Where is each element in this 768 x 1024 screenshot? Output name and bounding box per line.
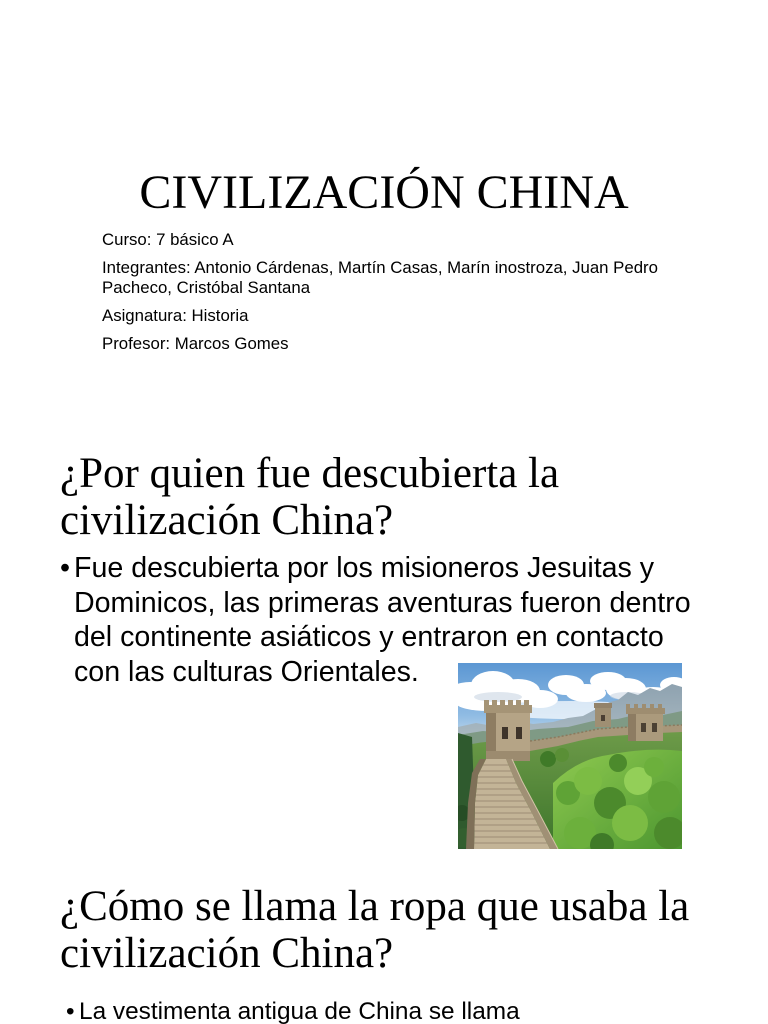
course-line: Curso: 7 básico A xyxy=(102,230,234,249)
great-wall-photo xyxy=(458,663,682,849)
slide-heading: ¿Cómo se llama la ropa que usaba la civilización China? xyxy=(60,883,690,977)
slide-heading: ¿Por quien fue descubierta la civilización China? xyxy=(60,450,560,544)
watchtower-left xyxy=(484,700,532,761)
great-wall-illustration xyxy=(458,663,682,849)
slide-title xyxy=(0,0,768,432)
bullet-text: Fue descubierta por los misioneros Jesuitas y Dominicos, las primeras aventuras fueron dentro del continente asiáticos y entraron en contacto con las culturas Orientales. xyxy=(74,552,691,688)
watchtower-right xyxy=(626,704,665,741)
presentation-title: CIVILIZACIÓN CHINA xyxy=(139,166,629,219)
teacher-line: Profesor: Marcos Gomes xyxy=(102,334,289,353)
slide-clothing xyxy=(0,864,768,1024)
slide-discovery xyxy=(0,432,768,864)
bullet-list xyxy=(66,1000,706,1024)
presentation-details xyxy=(102,230,702,362)
members-line: Integrantes: Antonio Cárdenas, Martín Casas, Marín inostroza, Juan Pedro Pacheco, Cristóbal Santana xyxy=(102,258,658,297)
subject-line: Asignatura: Historia xyxy=(102,306,249,325)
bullet-item xyxy=(66,1000,706,1024)
bullet-text: La vestimenta antigua de China se llama xyxy=(79,1000,520,1024)
bullet-marker xyxy=(66,1000,75,1024)
bullet-marker xyxy=(60,551,70,586)
watchtower-far xyxy=(594,703,612,727)
